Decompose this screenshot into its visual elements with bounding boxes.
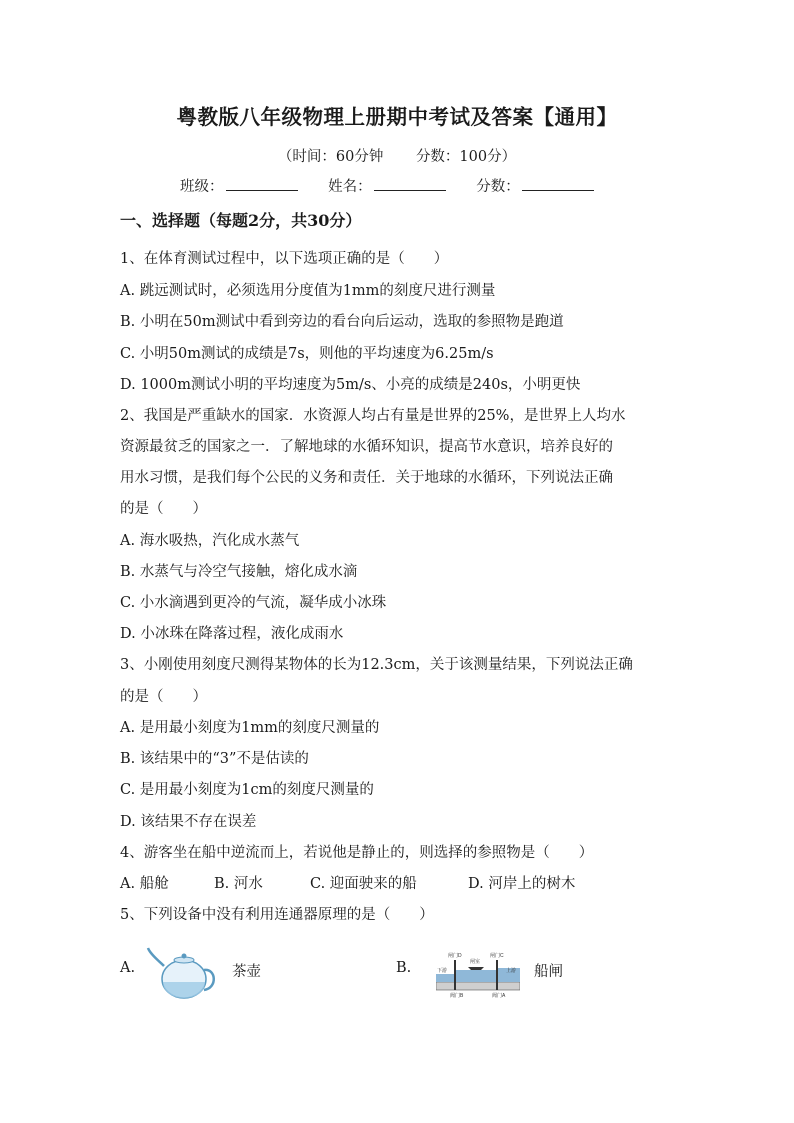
chamber-label: 闸室 xyxy=(470,959,481,965)
score-blank[interactable] xyxy=(522,176,594,191)
q3-option-d: D. 该结果不存在误差 xyxy=(120,814,257,830)
q3-stem-line1: 3、小刚使用刻度尺测得某物体的长为12.3cm，关于该测量结果，下列说法正确 xyxy=(120,657,633,673)
section-heading: 一、选择题（每题2分，共30分） xyxy=(120,211,362,230)
score-field xyxy=(476,175,594,196)
q1-option-d: D. 1000m测试小明的平均速度为5m/s、小亮的成绩是240s，小明更快 xyxy=(120,377,581,393)
q4-option-d: D. 河岸上的树木 xyxy=(468,876,576,892)
q2-option-b: B. 水蒸气与冷空气接触，熔化成水滴 xyxy=(120,564,358,580)
q5-option-a-text: 茶壶 xyxy=(232,964,261,980)
time-info: （时间：60分钟 xyxy=(277,149,384,165)
q2-stem-line3: 用水习惯，是我们每个公民的义务和责任．关于地球的水循环，下列说法正确 xyxy=(120,470,613,486)
q3-option-c: C. 是用最小刻度为1cm的刻度尺测量的 xyxy=(120,782,374,798)
q4-option-b: B. 河水 xyxy=(214,876,263,892)
class-label: 班级： xyxy=(180,179,224,195)
q2-option-c: C. 小水滴遇到更冷的气流，凝华成小冰珠 xyxy=(120,595,387,611)
q1-option-a: A. 跳远测试时，必须选用分度值为1mm的刻度尺进行测量 xyxy=(120,283,496,299)
valve-b-label: 阀门B xyxy=(450,993,464,999)
student-info-line xyxy=(180,175,620,196)
name-blank[interactable] xyxy=(374,176,446,191)
q3-stem-line2: 的是（ ） xyxy=(120,689,207,705)
q1-option-c: C. 小明50m测试的成绩是7s，则他的平均速度为6.25m/s xyxy=(120,346,494,362)
q2-option-d: D. 小冰珠在降落过程，液化成雨水 xyxy=(120,626,344,642)
q4-stem: 4、游客坐在船中逆流而上，若说他是静止的，则选择的参照物是（ ） xyxy=(120,845,594,861)
q5-options xyxy=(120,944,720,1004)
q5-option-b-text: 船闸 xyxy=(534,964,563,980)
exam-meta xyxy=(0,145,794,166)
q1-stem: 1、在体育测试过程中，以下选项正确的是（ ） xyxy=(120,251,449,267)
score-label: 分数： xyxy=(476,179,520,195)
q5-option-b-letter: B. xyxy=(396,960,412,976)
teapot-image xyxy=(146,944,226,1002)
q3-option-b: B. 该结果中的“3”不是估读的 xyxy=(120,751,309,767)
q2-stem-line1: 2、我国是严重缺水的国家．水资源人均占有量是世界的25%，是世界上人均水 xyxy=(120,408,626,424)
q5-option-a-letter: A. xyxy=(120,960,136,976)
class-field xyxy=(180,175,298,196)
valve-a-label: 阀门A xyxy=(492,993,506,999)
q2-option-a: A. 海水吸热，汽化成水蒸气 xyxy=(120,533,300,549)
q4-options xyxy=(120,872,575,893)
name-field xyxy=(328,175,446,196)
q2-stem-line2: 资源最贫乏的国家之一．了解地球的水循环知识，提高节水意识，培养良好的 xyxy=(120,439,613,455)
gate-d-label: 闸门D xyxy=(448,953,462,959)
page-title: 粤教版八年级物理上册期中考试及答案【通用】 xyxy=(176,105,618,129)
score-info: 分数：100分） xyxy=(415,149,517,165)
q4-option-a: A. 船舱 xyxy=(120,876,169,892)
q3-option-a: A. 是用最小刻度为1mm的刻度尺测量的 xyxy=(120,720,380,736)
q5-stem: 5、下列设备中没有利用连通器原理的是（ ） xyxy=(120,907,434,923)
q2-stem-line4: 的是（ ） xyxy=(120,501,207,517)
downstream-label: 下游 xyxy=(437,968,448,974)
ship-lock-diagram xyxy=(436,950,520,1000)
q1-option-b: B. 小明在50m测试中看到旁边的看台向后运动，选取的参照物是跑道 xyxy=(120,314,564,330)
name-label: 姓名： xyxy=(328,179,372,195)
upstream-label: 上游 xyxy=(506,968,517,974)
q4-option-c: C. 迎面驶来的船 xyxy=(310,876,417,892)
gate-c-label: 闸门C xyxy=(490,953,504,959)
class-blank[interactable] xyxy=(226,176,298,191)
